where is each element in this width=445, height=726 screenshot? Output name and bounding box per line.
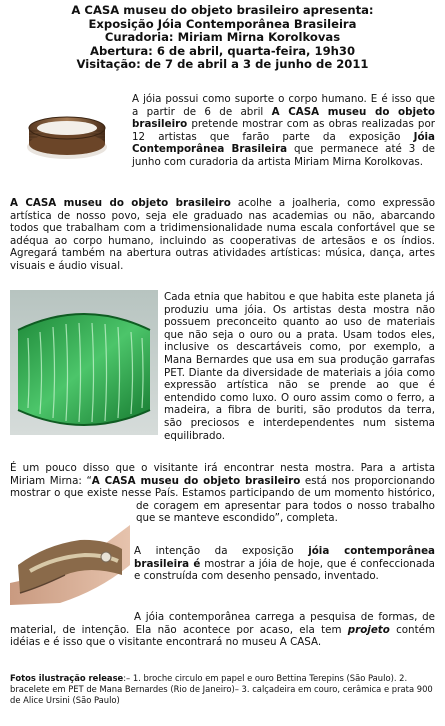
project-bold-italic: projeto — [347, 623, 390, 636]
header-line-opening: Abertura: 6 de abril, quarta-feira, 19h30 — [89, 43, 356, 58]
header-line-curator: Curadoria: Miriam Mirna Korolkovas — [104, 30, 341, 45]
museum-name-bold: A CASA museu do objeto brasileiro — [91, 474, 301, 487]
museum-name-bold: A CASA museu do objeto brasileiro — [10, 197, 231, 209]
paragraph-intro — [10, 93, 435, 175]
paragraph-ethnicity — [10, 291, 435, 442]
text: que permanece até 3 de junho com curadoria da artista Miriam Mirna Korolkovas. — [132, 143, 435, 168]
header-line-title: A CASA museu do objeto brasileiro apresenta: — [71, 3, 374, 17]
text: contém idéias e é isso que o visitante encontrará no museu A CASA. — [10, 623, 435, 649]
captions-label: Fotos ilustração release — [10, 673, 124, 683]
page-header — [0, 4, 445, 72]
text: Cada etnia que habitou e que habita este planeta já produziu uma jóia. Os artistas desta mostra não possuem preconceito quanto ao uso de materiais que não seja o ouro ou a prata. Usam todos eles, inclusive os descartáveis como, por exemplo, a Mana Bernardes que usa em sua produção garrafas PET. Diante da diversidade de materiais a jóia como expressão artística não se prende ao que é entendido como luxo. O ouro assim como o ferro, a madeira, a fibra de buriti, são produtos da terra, são preciosos e interdependentes num sistema equilibrado. — [164, 291, 435, 442]
text: É um pouco disso que o visitante irá encontrar nesta mostra. Para a artista Miriam Mirna: “ — [10, 462, 435, 487]
paragraph-museum — [10, 197, 435, 273]
museum-name-bold: A CASA museu do objeto brasileiro — [132, 105, 435, 131]
text: está nos proporcionando mostrar o que existe nesse País. Estamos participando de um momento histórico, de coragem em apresentar para todos o nosso trabalho que se manteve escondido”, completa. — [10, 474, 435, 525]
header-line-visiting: Visitação: de 7 de abril a 3 de junho de 2011 — [76, 57, 369, 72]
text: mostrar a jóia de hoje, que é confeccionada e construída com desenho pensado, inventado. — [134, 557, 435, 583]
header-line-exhibition: Exposição Jóia Contemporânea Brasileira — [88, 16, 357, 31]
text: acolhe a joalheria, como expressão artística de nosso povo, seja ele graduado nas academias ou não, abarcando todos que trabalham com a tridimensionalidade numa escala confortável que se adéqua ao corpo humano, incluindo as cooperativas de artesãos e os índios. Agregará também na abertura outras atividades artísticas: música, dança, artes visuais e áudio visual. — [10, 197, 435, 272]
photo-captions — [10, 673, 435, 706]
paragraph-visitor — [10, 462, 435, 614]
exhibition-name-bold: Jóia Contemporânea Brasileira — [132, 130, 435, 156]
text: A jóia possui como suporte o corpo humano. E é isso que a partir de 6 de abril — [132, 93, 435, 118]
text: A intenção da exposição — [134, 545, 309, 557]
text: pretende mostrar com as obras realizadas por 12 artistas que farão parte da exposição — [132, 118, 435, 143]
captions-text: :– 1. broche circulo em papel e ouro Bettina Terepins (São Paulo). 2. bracelete em PET de Mana Bernardes (Rio de Janeiro)– 3. calçadeira em couro, cerâmica e prata 900 de Alice Ursini (São Paulo) — [10, 673, 433, 705]
paragraph-research — [10, 611, 435, 649]
exhibition-bold: jóia contemporânea brasileira é — [134, 545, 435, 570]
text: A jóia contemporânea carrega a pesquisa de formas, de material, de intenção. Ela não acontece por acaso, ela tem — [10, 611, 435, 636]
paragraph-intention — [134, 545, 435, 583]
